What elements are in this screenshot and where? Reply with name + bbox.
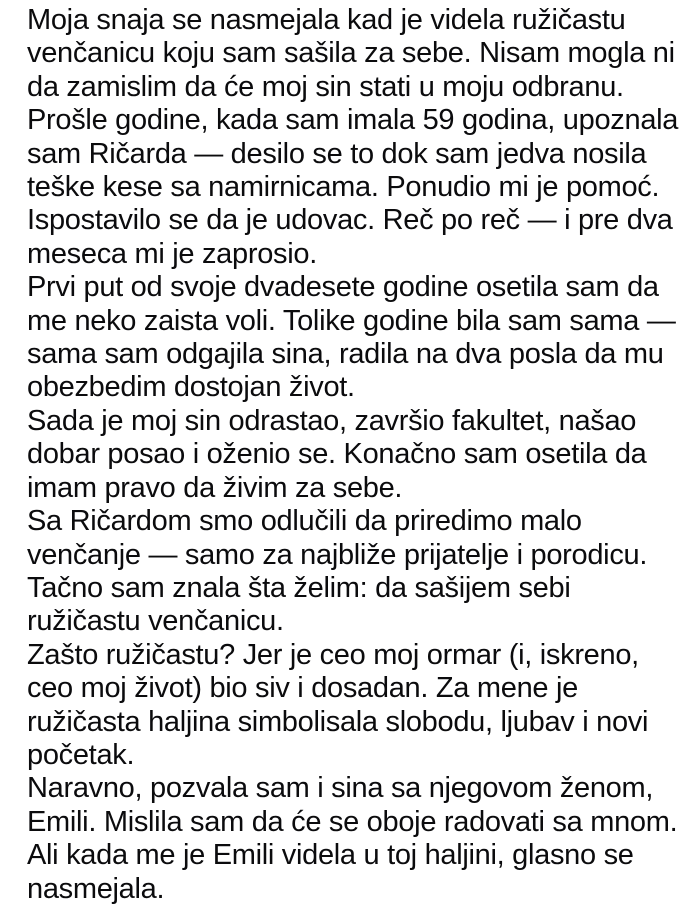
text-line: meseca mi je zaprosio. [27, 237, 317, 270]
text-line: ružičastu venčanicu. [27, 605, 284, 638]
text-line-partial: nasmejala. [27, 872, 165, 905]
text-line: Zašto ružičastu? Jer je ceo moj ormar (i, iskreno, [27, 638, 639, 671]
text-line: Prošle godine, kada sam imala 59 godina, upoznala [27, 104, 679, 137]
text-line: sama sam odgajila sina, radila na dva posla da mu [27, 338, 664, 371]
text-line: imam pravo da živim za sebe. [27, 471, 403, 504]
text-line: ceo moj život) bio siv i dosadan. Za mene je [27, 672, 578, 705]
text-line: venčanje — samo za najbliže prijatelje i porodicu. [27, 538, 648, 571]
text-line: Ali kada me je Emili videla u toj haljini, glasno se [27, 839, 634, 872]
text-line: Moja snaja se nasmejala kad je videla ružičastu [27, 4, 626, 36]
text-line: Emili. Mislila sam da će se oboje radovati sa mnom. [27, 805, 678, 838]
text-line: me neko zaista voli. Tolike godine bila sam sama — [27, 304, 676, 337]
text-line: Sada je moj sin odrastao, završio fakultet, našao [27, 404, 637, 437]
text-line: Ispostavilo se da je udovac. Reč po reč — i pre dva [27, 204, 673, 237]
text-line: Prvi put od svoje dvadesete godine osetila sam da [27, 271, 659, 304]
text-line: sam Ričarda — desilo se to dok sam jedva nosila [27, 137, 647, 170]
text-line: ružičasta haljina simbolisala slobodu, ljubav i novi [27, 705, 649, 738]
text-line: Tačno sam znala šta želim: da sašijem sebi [27, 571, 571, 604]
text-line: Naravno, pozvala sam i sina sa njegovom ženom, [27, 772, 654, 805]
text-line: teške kese sa namirnicama. Ponudio mi je pomoć. [27, 171, 660, 204]
text-line: dobar posao i oženio se. Konačno sam osetila da [27, 438, 647, 471]
text-line: venčanicu koju sam sašila za sebe. Nisam mogla ni [27, 37, 675, 70]
text-line: početak. [27, 738, 135, 771]
text-line: Sa Ričardom smo odlučili da priredimo malo [27, 505, 582, 538]
text-line: da zamislim da će moj sin stati u moju odbranu. [27, 70, 624, 103]
text-line: obezbedim dostojan život. [27, 371, 355, 404]
